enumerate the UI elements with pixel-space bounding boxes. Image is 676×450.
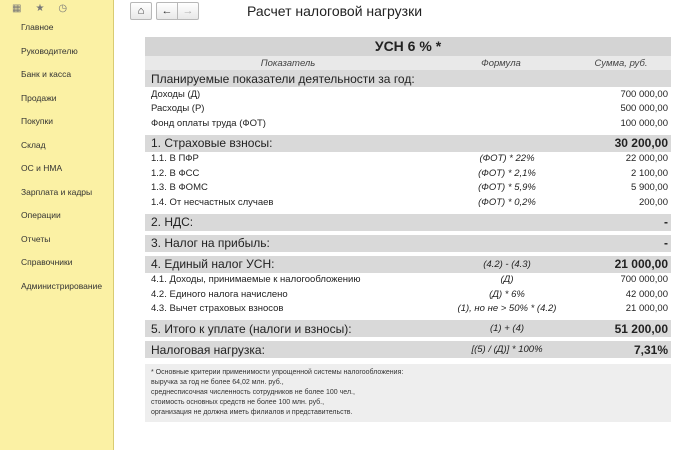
sidebar-item-purchases[interactable]: Покупки bbox=[21, 116, 53, 126]
table-row bbox=[145, 287, 671, 302]
report-title: УСН 6 % * bbox=[145, 37, 671, 56]
page-title: Расчет налоговой нагрузки bbox=[247, 3, 423, 19]
section-total: 21 000,00 bbox=[614, 257, 668, 271]
section-total: 7,31% bbox=[633, 342, 668, 357]
footnote-line: организация не должна иметь филиалов и представительств. bbox=[151, 409, 353, 416]
row-formula: (ФОТ) * 2,1% bbox=[478, 167, 536, 179]
row-amount: 200,00 bbox=[638, 196, 668, 208]
row-formula: (Д) * 6% bbox=[489, 288, 525, 300]
section-usn bbox=[145, 256, 671, 273]
sidebar-item-reports[interactable]: Отчеты bbox=[21, 233, 51, 244]
section-tax-burden bbox=[145, 341, 671, 358]
sidebar-item-manager[interactable]: Руководителю bbox=[21, 45, 78, 56]
grid-icon[interactable]: ▦ bbox=[12, 2, 22, 14]
table-row bbox=[145, 116, 671, 131]
row-amount: 100 000,00 bbox=[620, 117, 668, 129]
row-amount: 5 900,00 bbox=[631, 182, 668, 194]
arrow-right-icon: → bbox=[182, 5, 194, 17]
column-formula: Формула bbox=[481, 57, 521, 69]
footnote-line: выручка за год не более 64,02 млн. руб., bbox=[151, 379, 284, 386]
home-icon: ⌂ bbox=[137, 5, 145, 17]
section-formula: [(5) / (Д)] * 100% bbox=[471, 344, 543, 355]
home-button[interactable] bbox=[130, 2, 152, 20]
row-label: 1.4. От несчастных случаев bbox=[151, 196, 274, 208]
column-amount: Сумма, руб. bbox=[594, 57, 648, 69]
section-heading: Налоговая нагрузка: bbox=[151, 342, 265, 357]
row-label: 4.2. Единого налога начислено bbox=[151, 288, 288, 300]
section-heading: 2. НДС: bbox=[151, 215, 194, 229]
section-heading: 1. Страховые взносы: bbox=[151, 136, 273, 150]
sidebar-item-warehouse[interactable]: Склад bbox=[21, 139, 46, 150]
table-row bbox=[145, 152, 671, 167]
section-heading: 3. Налог на прибыль: bbox=[151, 236, 270, 250]
section-formula: (1) + (4) bbox=[489, 323, 525, 334]
sidebar-top-icons bbox=[0, 0, 113, 16]
sidebar-item-bank[interactable]: Банк и касса bbox=[21, 69, 72, 79]
table-row bbox=[145, 181, 671, 196]
row-formula: (1), но не > 50% * (4.2) bbox=[457, 303, 557, 315]
row-formula: (ФОТ) * 22% bbox=[479, 153, 535, 165]
row-amount: 700 000,00 bbox=[620, 274, 668, 286]
section-total: - bbox=[664, 215, 668, 229]
row-label: 1.3. В ФОМС bbox=[151, 182, 208, 194]
section-insurance bbox=[145, 135, 671, 152]
row-formula: (ФОТ) * 5,9% bbox=[478, 182, 536, 194]
row-label: Расходы (Р) bbox=[151, 103, 205, 115]
row-label: Доходы (Д) bbox=[151, 88, 201, 100]
row-amount: 21 000,00 bbox=[625, 303, 668, 315]
row-amount: 42 000,00 bbox=[625, 288, 668, 300]
navigation-group bbox=[156, 2, 199, 20]
row-formula: (Д) bbox=[500, 274, 514, 286]
table-row bbox=[145, 166, 671, 181]
star-icon[interactable]: ★ bbox=[35, 2, 45, 14]
column-indicator: Показатель bbox=[260, 57, 316, 69]
sidebar-item-main[interactable]: Главное bbox=[21, 22, 54, 32]
toolbar bbox=[130, 2, 199, 20]
section-heading: 4. Единый налог УСН: bbox=[151, 257, 275, 271]
row-amount: 2 100,00 bbox=[631, 167, 668, 179]
arrow-left-icon: ← bbox=[161, 5, 173, 17]
section-total: 30 200,00 bbox=[614, 136, 668, 150]
column-headers bbox=[145, 56, 671, 70]
section-formula: (4.2) - (4.3) bbox=[483, 258, 531, 270]
footnote-line: среднесписочная численность сотрудников не более 100 чел., bbox=[151, 389, 355, 396]
section-total: 51 200,00 bbox=[614, 321, 668, 336]
history-icon[interactable]: ◷ bbox=[58, 2, 68, 14]
table-row bbox=[145, 195, 671, 210]
section-profit-tax bbox=[145, 235, 671, 252]
sidebar-item-payroll[interactable]: Зарплата и кадры bbox=[21, 186, 93, 197]
sidebar-item-operations[interactable]: Операции bbox=[21, 210, 61, 220]
sidebar-item-sales[interactable]: Продажи bbox=[21, 92, 57, 103]
table-row bbox=[145, 102, 671, 117]
sidebar bbox=[0, 0, 114, 450]
section-payable bbox=[145, 320, 671, 337]
section-total: - bbox=[664, 236, 668, 250]
row-label: 4.3. Вычет страховых взносов bbox=[151, 303, 284, 315]
table-row bbox=[145, 87, 671, 102]
section-planned bbox=[145, 70, 671, 87]
table-row bbox=[145, 302, 671, 317]
sidebar-item-admin[interactable]: Администрирование bbox=[21, 280, 103, 291]
sidebar-item-directories[interactable]: Справочники bbox=[21, 257, 73, 267]
back-button[interactable] bbox=[156, 2, 178, 20]
section-heading: 5. Итого к уплате (налоги и взносы): bbox=[151, 321, 352, 336]
sidebar-item-assets[interactable]: ОС и НМА bbox=[21, 163, 63, 173]
row-amount: 500 000,00 bbox=[620, 103, 668, 115]
footnote-line: стоимость основных средств не более 100 млн. руб., bbox=[151, 399, 325, 406]
section-heading: Планируемые показатели деятельности за год: bbox=[151, 71, 415, 86]
footnote-line: * Основные критерии применимости упрощенной системы налогообложения: bbox=[151, 369, 404, 376]
row-formula: (ФОТ) * 0,2% bbox=[478, 196, 536, 208]
forward-button[interactable] bbox=[178, 2, 199, 20]
tax-report bbox=[145, 37, 671, 422]
row-amount: 22 000,00 bbox=[625, 153, 668, 165]
row-label: 1.1. В ПФР bbox=[151, 153, 199, 165]
row-label: Фонд оплаты труда (ФОТ) bbox=[151, 117, 266, 129]
row-label: 4.1. Доходы, принимаемые к налогообложению bbox=[151, 274, 361, 286]
section-vat bbox=[145, 214, 671, 231]
row-amount: 700 000,00 bbox=[620, 88, 668, 100]
row-label: 1.2. В ФСС bbox=[151, 167, 200, 179]
table-row bbox=[145, 273, 671, 288]
footnote bbox=[145, 364, 671, 422]
